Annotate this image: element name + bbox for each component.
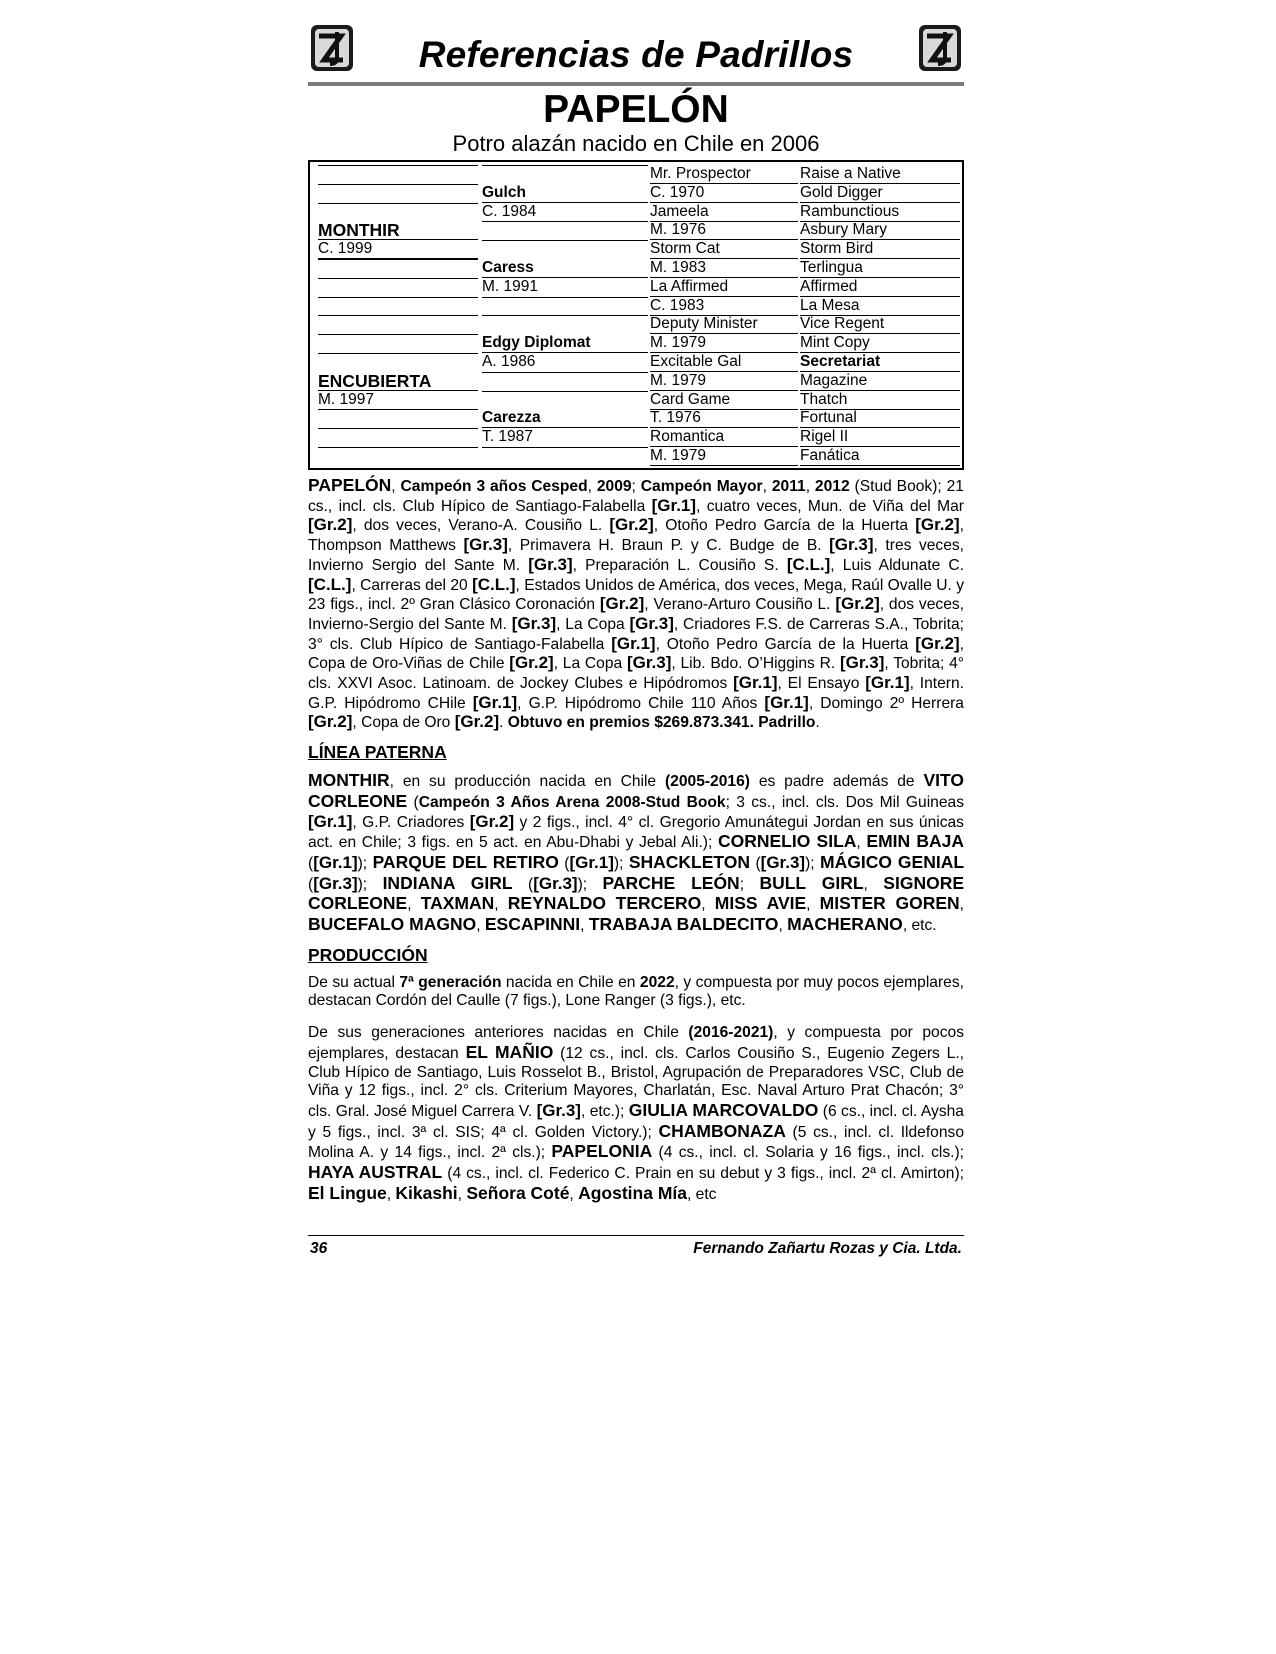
pedigree-cell: M. 1997	[318, 391, 478, 410]
text-segment: , Lib. Bdo. O’Higgins R.	[671, 655, 836, 673]
pedigree-cell: C. 1984	[482, 202, 537, 220]
offspring-name: VITO CORLEONE	[308, 770, 964, 811]
grade-badge: [Gr.3]	[626, 653, 672, 673]
pedigree-cell: La Mesa	[800, 297, 960, 316]
document-page	[308, 20, 964, 1262]
pedigree-row	[318, 184, 954, 203]
grade-badge: [Gr.2]	[915, 515, 960, 535]
year-1: 2009	[596, 478, 632, 495]
pedigree-cell: Magazine	[800, 372, 960, 391]
header-rule	[308, 82, 964, 86]
offspring-name: El Lingue	[308, 1182, 387, 1203]
pedigree-cell: T. 1987	[482, 428, 533, 446]
offspring-name: PARCHE LEÓN	[602, 872, 740, 893]
pedigree-row	[318, 315, 954, 334]
offspring-name: Kikashi	[395, 1182, 458, 1203]
grade-badge: [Gr.2]	[469, 811, 515, 831]
offspring-name: EL MAÑIO	[465, 1041, 554, 1062]
grade-badge: [Gr.3]	[536, 1100, 581, 1120]
text-segment: nacida en Chile en	[505, 973, 636, 991]
pedigree-row	[318, 334, 954, 353]
text-segment: , Otoño Pedro García de la Huerta	[653, 517, 909, 535]
pedigree-cell: La Affirmed	[650, 278, 798, 297]
text-segment: , Intern. G.P. Hipódromo CHile	[308, 675, 964, 712]
grade-badge: [Gr.1]	[569, 852, 614, 872]
section-heading-paterna: LÍNEA PATERNA	[308, 742, 447, 763]
text-segment: es padre además de	[758, 773, 915, 791]
offspring-name: GIULIA MARCOVALDO	[628, 1099, 819, 1120]
offspring-name: PAPELONIA	[551, 1141, 653, 1162]
pedigree-cell	[318, 409, 478, 410]
title-2: Campeón Mayor	[640, 478, 763, 495]
text-segment: , Copa de Oro-Viñas de Chile	[308, 635, 964, 673]
grade-badge: [Gr.3]	[760, 852, 806, 872]
text-segment: (4 cs., incl. cl. Federico C. Prain en su debut y 3 figs., incl. 2ª cl. Amirton);	[447, 1165, 964, 1183]
years-range: (2016-2021)	[688, 1024, 774, 1042]
grade-badge: [Gr.3]	[511, 613, 557, 633]
offspring-name: MISS AVIE	[714, 893, 807, 914]
horse-name: PAPELÓN	[543, 88, 729, 131]
text-segment: (4 cs., incl. cl. Solaria y 16 figs., incl. cls.);	[658, 1144, 964, 1162]
pedigree-cell: T. 1976	[650, 409, 798, 428]
text-segment: De sus generaciones anteriores nacidas en Chile	[308, 1024, 679, 1042]
grade-badge: [Gr.2]	[454, 712, 500, 732]
grade-badge: [Gr.3]	[528, 554, 573, 574]
pedigree-cell: Asbury Mary	[800, 221, 960, 240]
offspring-name: MISTER GOREN	[819, 893, 960, 914]
text-segment: (Stud Book); 21 cs., incl. cls. Club Hípico de Santiago-Falabella	[308, 478, 964, 515]
text-segment: , Verano-Arturo Cousiño L.	[644, 596, 831, 614]
pedigree-cell: Edgy Diplomat	[482, 334, 648, 353]
page-footer	[308, 1240, 964, 1262]
text-segment: De su actual	[308, 973, 395, 991]
text-segment: , Carreras del 20	[351, 576, 468, 594]
offspring-title: Campeón 3 Años Arena 2008-Stud Book	[418, 793, 726, 811]
campaign-paragraph: PAPELÓN, Campeón 3 años Cesped, 2009; Campeón Mayor, 2011, 2012 (Stud Book); 21 cs., incl. cls. Club Hípico de Santiago-Falabella [Gr.1], cuatro veces, Mun. de Viña del Mar [Gr.2], dos veces, Verano-A. Cousiño L. [Gr.2], Otoño Pedro García de la Huerta [Gr.2], Thompson Matthews [Gr.3], Primavera H. Braun P. y C. Budge de B. [Gr.3], tres veces, Invierno Sergio del Sante M. [Gr.3], Preparación L. Cousiño S. [C.L.], Luis Aldunate C. [C.L.], Carreras del 20 [C.L.], Estados Unidos de América, dos veces, Mega, Raúl Ovalle U. y 23 figs., incl. 2º Gran Clásico Coronación [Gr.2], Verano-Arturo Cousiño L. [Gr.2], dos veces, Invierno-Sergio del Sante M. [Gr.3], La Copa [Gr.3], Criadores F.S. de Carreras S.A., Tobrita; 3° cls. Club Hípico de Santiago-Falabella [Gr.1], Otoño Pedro García de la Huerta [Gr.2], Copa de Oro-Viñas de Chile [Gr.2], La Copa [Gr.3], Lib. Bdo. O’Higgins R. [Gr.3], Tobrita; 4° cls. XXVI Asoc. Latinoam. de Jockey Clubes e Hipódromos [Gr.1], El Ensayo [Gr.1], Intern. G.P. Hipódromo CHile [Gr.1], G.P. Hipódromo Chile 110 Años [Gr.1], Domingo 2º Herrera [Gr.2], Copa de Oro [Gr.2]. Obtuvo en premios $269.873.341. Padrillo.	[308, 475, 965, 732]
pedigree-cell: C. 1970	[650, 184, 798, 203]
years-range: (2005-2016)	[664, 773, 750, 791]
pedigree-cell: MONTHIR	[318, 221, 478, 240]
pedigree-cell: Secretariat	[800, 353, 960, 372]
year-2: 2011	[771, 478, 806, 495]
pedigree-cell: Romantica	[650, 428, 798, 447]
grade-badge: [Gr.1]	[472, 692, 518, 712]
text-segment: , Domingo 2º Herrera	[808, 694, 964, 712]
pedigree-cell	[318, 447, 478, 448]
text-segment: , La Copa	[553, 655, 623, 673]
footer-rule	[308, 1235, 964, 1236]
text-segment: , tres veces, Invierno Sergio del Sante M.	[308, 537, 965, 574]
grade-badge: [Gr.2]	[308, 712, 353, 732]
grade-badge: [Gr.2]	[308, 515, 353, 535]
offspring-name: HAYA AUSTRAL	[308, 1162, 443, 1183]
grade-badge: [Gr.1]	[651, 495, 697, 515]
grade-badge: [C.L.]	[786, 554, 831, 574]
grade-badge: [Gr.3]	[839, 653, 885, 673]
earnings: Obtuvo en premios $269.873.341. Padrillo	[507, 714, 816, 732]
pedigree-row	[318, 353, 954, 372]
title-1: Campeón 3 años Cesped	[400, 478, 588, 495]
offspring-name: Señora Coté	[466, 1182, 570, 1203]
text-segment: , cuatro veces, Mun. de Viña del Mar	[696, 497, 964, 515]
pedigree-cell: C. 1983	[650, 297, 798, 316]
pedigree-cell: Terlingua	[800, 259, 960, 278]
pedigree-cell: M. 1983	[650, 259, 798, 278]
grade-badge: [Gr.3]	[463, 535, 508, 555]
pedigree-row	[318, 447, 954, 466]
section-heading-produccion: PRODUCCIÓN	[308, 944, 428, 965]
pedigree-cell	[482, 391, 648, 392]
offspring-name: INDIANA GIRL	[382, 872, 513, 893]
pedigree-row	[318, 203, 954, 222]
produccion-paragraph-2: De sus generaciones anteriores nacidas en Chile (2016-2021), y compuesta por pocos ejemplares, destacan EL MAÑIO (12 cs., incl. cls. Carlos Cousiño S., Eugenio Zegers L., Club Hípico de Santiago, Luis Rosselot B., Bristol, Agrupación de Preparadores VSC, Club de Viña y 12 figs., incl. 2° cls. Criterium Mayores, Charlatán, Esc. Naval Arturo Prat Chacón; 3° cls. Gral. José Miguel Carrera V. [Gr.3], etc.); GIULIA MARCOVALDO (6 cs., incl. cl. Aysha y 5 figs., incl. 3ª cl. SIS; 4ª cl. Golden Victory.); CHAMBONAZA (5 cs., incl. cl. Ildefonso Molina A. y 14 figs., incl. 2ª cls.); PAPELONIA (4 cs., incl. cl. Solaria y 16 figs., incl. cls.); HAYA AUSTRAL (4 cs., incl. cl. Federico C. Prain en su debut y 3 figs., incl. 2ª cl. Amirton); El Lingue, Kikashi, Señora Coté, Agostina Mía, etc	[308, 1024, 964, 1203]
text-segment: , Tobrita; 4° cls. XXVI Asoc. Latinoam. de Jockey Clubes e Hipódromos	[308, 655, 965, 693]
offspring-name: SHACKLETON	[628, 851, 751, 872]
text-segment: , y compuesta por pocos ejemplares, destacan	[308, 1024, 964, 1062]
generation-label: 7ª generación	[399, 973, 502, 991]
pedigree-cell: M. 1979	[650, 372, 798, 391]
text-segment: , etc.	[902, 917, 937, 935]
pedigree-cell: Fanática	[800, 447, 960, 466]
text-segment: , G.P. Criadores	[352, 813, 465, 831]
pedigree-cell: Thatch	[800, 391, 960, 410]
text-segment: (12 cs., incl. cls. Carlos Cousiño S., Eugenio Zegers L., Club Hípico de Santiago, Luis Rosselot B., Bristol, Agrupación de Preparadores VSC, Club de Viña y 12 figs., incl. 2° cls. Criterium Mayores, Charlatán, Esc. Naval Arturo Prat Chacón; 3° cls. Gral. José Miguel Carrera V.	[308, 1044, 964, 1120]
text-segment: , dos veces, Invierno-Sergio del Sante M.	[308, 596, 964, 633]
text-segment: , La Copa	[556, 615, 625, 633]
pedigree-row	[318, 372, 954, 391]
header-title: Referencias de Padrillos	[418, 34, 854, 75]
pedigree-cell: M. 1991	[482, 277, 539, 295]
pedigree-cell: Storm Cat	[650, 240, 798, 259]
pedigree-cell: Rigel II	[800, 428, 960, 447]
pedigree-row	[318, 221, 954, 240]
text-segment: (6 cs., incl. cl. Aysha y 5 figs., incl. 3ª cl. SIS; 4ª cl. Golden Victory.);	[308, 1102, 964, 1141]
grade-badge: [Gr.2]	[609, 515, 654, 535]
text-segment: , en su producción nacida en Chile	[389, 773, 657, 791]
pedigree-cell	[318, 203, 478, 204]
text-segment: , Thompson Matthews	[308, 517, 964, 555]
offspring-name: MACHERANO	[787, 914, 903, 935]
grade-badge: [Gr.2]	[599, 594, 645, 614]
pedigree-cell: Gold Digger	[800, 184, 960, 203]
sire-name: MONTHIR	[308, 770, 390, 791]
grade-badge: [Gr.3]	[829, 535, 874, 555]
pedigree-cell: M. 1976	[650, 221, 798, 240]
pedigree-cell: Excitable Gal	[650, 353, 798, 372]
pedigree-row	[318, 259, 954, 278]
offspring-name: EMIN BAJA	[866, 831, 964, 852]
pedigree-cell: Mr. Prospector	[650, 165, 798, 184]
pedigree-cell: Carezza	[482, 409, 648, 428]
grade-badge: [Gr.1]	[611, 633, 656, 653]
text-segment: , G.P. Hipódromo Chile 110 Años	[517, 694, 758, 712]
grade-badge: [Gr.2]	[835, 594, 880, 614]
paterna-paragraph: MONTHIR, en su producción nacida en Chile (2005-2016) es padre además de VITO CORLEONE (Campeón 3 Años Arena 2008-Stud Book; 3 cs., incl. cls. Dos Mil Guineas [Gr.1], G.P. Criadores [Gr.2] y 2 figs., incl. 4° cl. Gregorio Amunátegui Jordan en sus únicas act. en Chile; 3 figs. en 5 act. en Abu-Dhabi y Jebal Ali.); CORNELIO SILA, EMIN BAJA ([Gr.1]); PARQUE DEL RETIRO ([Gr.1]); SHACKLETON ([Gr.3]); MÁGICO GENIAL ([Gr.3]); INDIANA GIRL ([Gr.3]); PARCHE LEÓN; BULL GIRL, SIGNORE CORLEONE, TAXMAN, REYNALDO TERCERO, MISS AVIE, MISTER GOREN, BUCEFALO MAGNO, ESCAPINNI, TRABAJA BALDECITO, MACHERANO, etc.	[308, 770, 965, 935]
grade-badge: [Gr.1]	[313, 852, 358, 872]
grade-badge: [Gr.3]	[533, 873, 578, 893]
pedigree-cell: ENCUBIERTA	[318, 372, 478, 391]
produccion-paragraph-1	[308, 974, 964, 1011]
text-segment: , etc.);	[580, 1102, 625, 1120]
grade-badge: [Gr.1]	[308, 811, 353, 831]
pedigree-row	[318, 240, 954, 259]
pedigree-cell	[482, 372, 648, 373]
grade-badge: [C.L.]	[472, 574, 516, 594]
offspring-name: BULL GIRL	[759, 872, 864, 893]
pedigree-row	[318, 409, 954, 428]
pedigree-cell: Raise a Native	[800, 165, 960, 184]
text-segment: , Estados Unidos de América, dos veces, Mega, Raúl Ovalle U. y 23 figs., incl. 2º Gran Clásico Coronación	[308, 576, 964, 614]
pedigree-cell	[318, 278, 478, 279]
pedigree-cell	[318, 428, 478, 429]
text-segment: , dos veces, Verano-A. Cousiño L.	[352, 517, 603, 535]
footer-company: Fernando Zañartu Rozas y Cia. Ltda.	[693, 1239, 962, 1257]
pedigree-cell: Rambunctious	[800, 203, 960, 222]
pedigree-cell: M. 1979	[650, 447, 798, 466]
grade-badge: [Gr.1]	[865, 673, 910, 693]
pedigree-cell	[318, 259, 478, 260]
grade-badge: [Gr.3]	[313, 873, 358, 893]
text-segment: , Luis Aldunate C.	[830, 556, 964, 574]
pedigree-cell	[318, 165, 478, 166]
pedigree-cell	[318, 334, 478, 335]
grade-badge: [Gr.2]	[915, 633, 960, 653]
offspring-name: CHAMBONAZA	[658, 1120, 786, 1141]
offspring-name: REYNALDO TERCERO	[507, 893, 702, 914]
text-segment: , Copa de Oro	[352, 714, 451, 732]
pedigree-cell: Caress	[482, 259, 648, 278]
text-segment: , etc	[687, 1185, 717, 1203]
year-3: 2012	[814, 478, 850, 495]
pedigree-cell: Jameela	[650, 203, 798, 222]
pedigree-row	[318, 391, 954, 410]
text-segment: y 2 figs., incl. 4° cl. Gregorio Amunátegui Jordan en sus únicas act. en Chile; 3 figs. en 5 act. en Abu-Dhabi y Jebal Ali.);	[308, 813, 964, 852]
text-segment: , Criadores F.S. de Carreras S.A., Tobrita; 3° cls. Club Hípico de Santiago-Falabella	[308, 615, 964, 653]
pedigree-cell: Mint Copy	[800, 334, 960, 353]
zr-monogram-icon	[918, 24, 962, 72]
horse-name-inline: PAPELÓN	[308, 475, 392, 495]
pedigree-cell	[318, 315, 478, 316]
offspring-name: SIGNORE CORLEONE	[308, 872, 965, 914]
text-segment: (5 cs., incl. cl. Ildefonso Molina A. y 14 figs., incl. 2ª cls.);	[308, 1123, 964, 1162]
pedigree-cell	[482, 240, 648, 241]
pedigree-row	[318, 428, 954, 447]
offspring-name: MÁGICO GENIAL	[820, 851, 965, 872]
pedigree-cell	[482, 315, 648, 316]
pedigree-cell: C. 1999	[318, 240, 478, 259]
text-segment: , El Ensayo	[777, 675, 860, 693]
page-number: 36	[310, 1239, 328, 1257]
pedigree-row	[318, 278, 954, 297]
pedigree-cell	[318, 297, 478, 298]
pedigree-cell	[482, 221, 648, 222]
pedigree-cell	[318, 184, 478, 185]
pedigree-cell: M. 1979	[650, 334, 798, 353]
pedigree-cell: Storm Bird	[800, 240, 960, 259]
text-segment: , y compuesta por muy pocos ejemplares, destacan Cordón del Caulle (7 figs.), Lone Ranger (3 figs.), etc.	[308, 973, 964, 1010]
pedigree-cell	[482, 165, 648, 166]
offspring-name: PARQUE DEL RETIRO	[372, 851, 559, 872]
pedigree-table	[308, 160, 964, 470]
pedigree-cell: Affirmed	[800, 278, 960, 297]
page-header	[308, 20, 964, 80]
pedigree-cell	[482, 297, 648, 298]
offspring-name: CORNELIO SILA	[717, 831, 857, 852]
offspring-name: TAXMAN	[420, 893, 495, 914]
grade-badge: [C.L.]	[308, 574, 352, 594]
text-segment: , Primavera H. Braun P. y C. Budge de B.	[507, 537, 822, 555]
pedigree-cell: Vice Regent	[800, 315, 960, 334]
pedigree-cell: Card Game	[650, 391, 798, 410]
grade-badge: [Gr.3]	[629, 613, 674, 633]
horse-subtitle: Potro alazán nacido en Chile en 2006	[452, 131, 820, 156]
pedigree-cell: Gulch	[482, 184, 648, 203]
pedigree-cell	[318, 353, 478, 354]
text-segment: , Preparación L. Cousiño S.	[572, 556, 779, 574]
text-segment: , Otoño Pedro García de la Huerta	[655, 635, 909, 653]
offspring-name: Agostina Mía	[578, 1182, 687, 1203]
offspring-name: BUCEFALO MAGNO	[308, 914, 477, 935]
pedigree-row	[318, 165, 954, 184]
pedigree-cell: Fortunal	[800, 409, 960, 428]
grade-badge: [Gr.1]	[764, 692, 809, 712]
pedigree-row	[318, 297, 954, 316]
grade-badge: [Gr.1]	[733, 673, 778, 693]
offspring-name: ESCAPINNI	[484, 914, 581, 935]
grade-badge: [Gr.2]	[509, 653, 554, 673]
pedigree-cell: Deputy Minister	[650, 315, 798, 334]
pedigree-cell	[482, 447, 648, 448]
text-segment: ; 3 cs., incl. cls. Dos Mil Guineas	[725, 793, 965, 811]
generation-year: 2022	[639, 973, 675, 991]
pedigree-cell: A. 1986	[482, 352, 536, 370]
offspring-name: TRABAJA BALDECITO	[588, 914, 779, 935]
